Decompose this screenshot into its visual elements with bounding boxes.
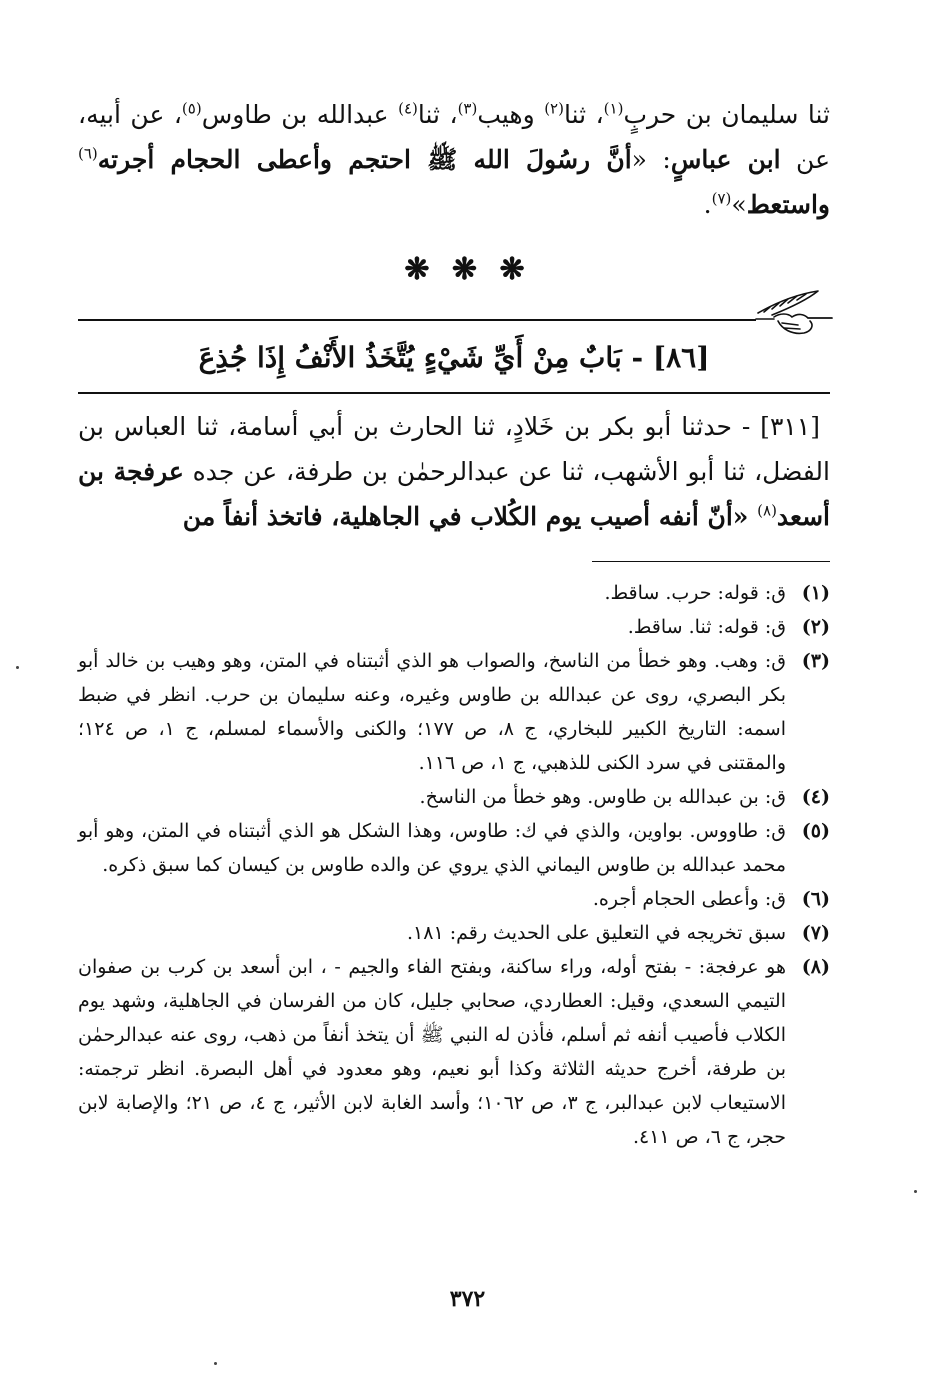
footnote-text: سبق تخريجه في التعليق على الحديث رقم: ١٨١. — [407, 922, 786, 944]
footnote-ref: (٧) — [711, 189, 732, 208]
footnote-ref: (٤) — [398, 99, 418, 118]
footnote-ref: (٢) — [544, 99, 564, 118]
footnote — [78, 950, 830, 1154]
text-run: . — [703, 190, 712, 219]
footnote — [78, 882, 830, 916]
footnote — [78, 644, 830, 780]
footnote — [78, 814, 830, 882]
narrator-name: ابن عباسٍ — [670, 145, 781, 174]
hadith-text: أنّ أنفه أصيب يوم الكُلاب في الجاهلية، فاتخذ أنفاً من — [182, 502, 733, 531]
scan-speck — [214, 1362, 217, 1365]
footnote-ref: (٣) — [457, 99, 478, 118]
footnote-text: ق: وأعطى الحجام أجره. — [592, 888, 786, 910]
chapter-rule-top — [78, 319, 756, 321]
narrator-name: عرفجة بن أسعد — [78, 457, 830, 531]
footnote-number: (١) — [801, 582, 830, 604]
footnote-ref: (١) — [603, 99, 624, 118]
footnote — [78, 780, 830, 814]
footnote-ref: (٨) — [757, 501, 777, 520]
scan-speck — [16, 666, 19, 669]
top-paragraph-text — [78, 92, 830, 227]
text-run: : « — [631, 145, 671, 174]
footnote-text: ق: وهب. وهو خطأ من الناسخ، والصواب هو الذي أثبتناه في المتن، وهو وهيب بن خالد أبو بكر البصري، روى عن عبدالله بن طاوس وغيره، وعنه سليمان بن حرب. انظر في ضبط اسمه: التاريخ الكبير للبخاري، ج ٨، ص ١٧٧؛ والكنى والأسماء لمسلم، ج ١، ص ١٢٤؛ والمقتنى في سرد الكنى للذهبي، ج ١، ص ١١٦. — [78, 650, 787, 774]
hadith-text: أنَّ رسُولَ الله ﷺ احتجم وأعطى الحجام أجرته — [97, 145, 632, 174]
page-number: ٣٧٢ — [449, 1286, 486, 1312]
footnote — [78, 916, 830, 950]
chapter-rule-bottom — [78, 392, 830, 394]
text-run: « — [732, 502, 758, 531]
text-run: ، ثنا — [417, 100, 458, 129]
scan-speck — [914, 1190, 917, 1193]
footnote-separator — [592, 561, 830, 562]
footnote-ref: (٥) — [181, 99, 202, 118]
footnote-number: (٦) — [801, 888, 830, 910]
text-run: ، ثنا — [563, 100, 604, 129]
text-run: [٣١١] - حدثنا أبو بكر بن خَلادٍ، ثنا الحارث بن أبي أسامة، ثنا العباس بن الفضل، ثنا أبو الأشهب، ثنا عن عبدالرحمٰن بن طرفة، عن جده — [78, 412, 830, 486]
top-paragraph — [78, 92, 830, 227]
footnotes — [78, 576, 830, 1154]
footnote-number: (٧) — [801, 922, 830, 944]
hadith-text: واستعط — [746, 190, 830, 219]
footnote-text: ق: قوله: ثنا. ساقط. — [627, 616, 786, 638]
footnote-number: (٤) — [801, 786, 830, 808]
footnote-text: ق: بن عبدالله بن طاوس. وهو خطأ من الناسخ. — [419, 786, 786, 808]
hadith-paragraph-text — [78, 404, 830, 539]
section-separator: ❋ ❋ ❋ — [404, 252, 531, 287]
text-run: ثنا سليمان بن حربٍ — [623, 100, 830, 129]
footnote-text: ق: قوله: حرب. ساقط. — [604, 582, 786, 604]
text-run: » — [731, 190, 747, 219]
footnote-number: (٨) — [801, 956, 830, 978]
text-run: وهيب — [477, 100, 545, 129]
hadith-paragraph — [78, 404, 830, 539]
footnote-number: (٣) — [801, 650, 830, 672]
footnote-text: ق: طاووس. بواوين، والذي في ك: طاوس، وهذا الشكل هو الذي أثبتناه في المتن، وهو أبو محمد عبدالله بن طاوس اليماني الذي يروي عن والده طاوس بن كيسان كما سبق ذكره. — [78, 820, 786, 876]
footnote — [78, 610, 830, 644]
chapter-title: [٨٦] - بَابٌ مِنْ أَيِّ شَيْءٍ يُتَّخَذُ الأَنْفُ إِذَا جُذِعَ — [198, 341, 710, 374]
footnote-text: هو عرفجة: - بفتح أوله، وراء ساكنة، وبفتح الفاء والجيم - ، ابن أسعد بن كرب بن صفوان التيمي السعدي، وقيل: العطاردي، صحابي جليل، كان من الفرسان في الجاهلية، وشهد يوم الكلاب فأصيب أنفه ثم أسلم، فأذن له النبي ﷺ أن يتخذ أنفاً من ذهب، روى عنه عبدالرحمٰن بن طرفة، أخرج حديثه الثلاثة وكذا أبو نعيم، وهو معدود في أهل البصرة. انظر ترجمته: الاستيعاب لابن عبدالبر، ج ٣، ص ١٠٦٢؛ وأسد الغابة لابن الأثير، ج ٤، ص ٢١؛ والإصابة لابن حجر، ج ٦، ص ٤١١. — [78, 956, 786, 1148]
footnote-number: (٥) — [801, 820, 830, 842]
footnote — [78, 576, 830, 610]
footnote-number: (٢) — [801, 616, 830, 638]
text-run: ، عن أبيه، عن — [78, 100, 831, 174]
text-run: عبدالله بن طاوس — [201, 100, 399, 129]
footnote-ref: (٦) — [78, 144, 98, 163]
